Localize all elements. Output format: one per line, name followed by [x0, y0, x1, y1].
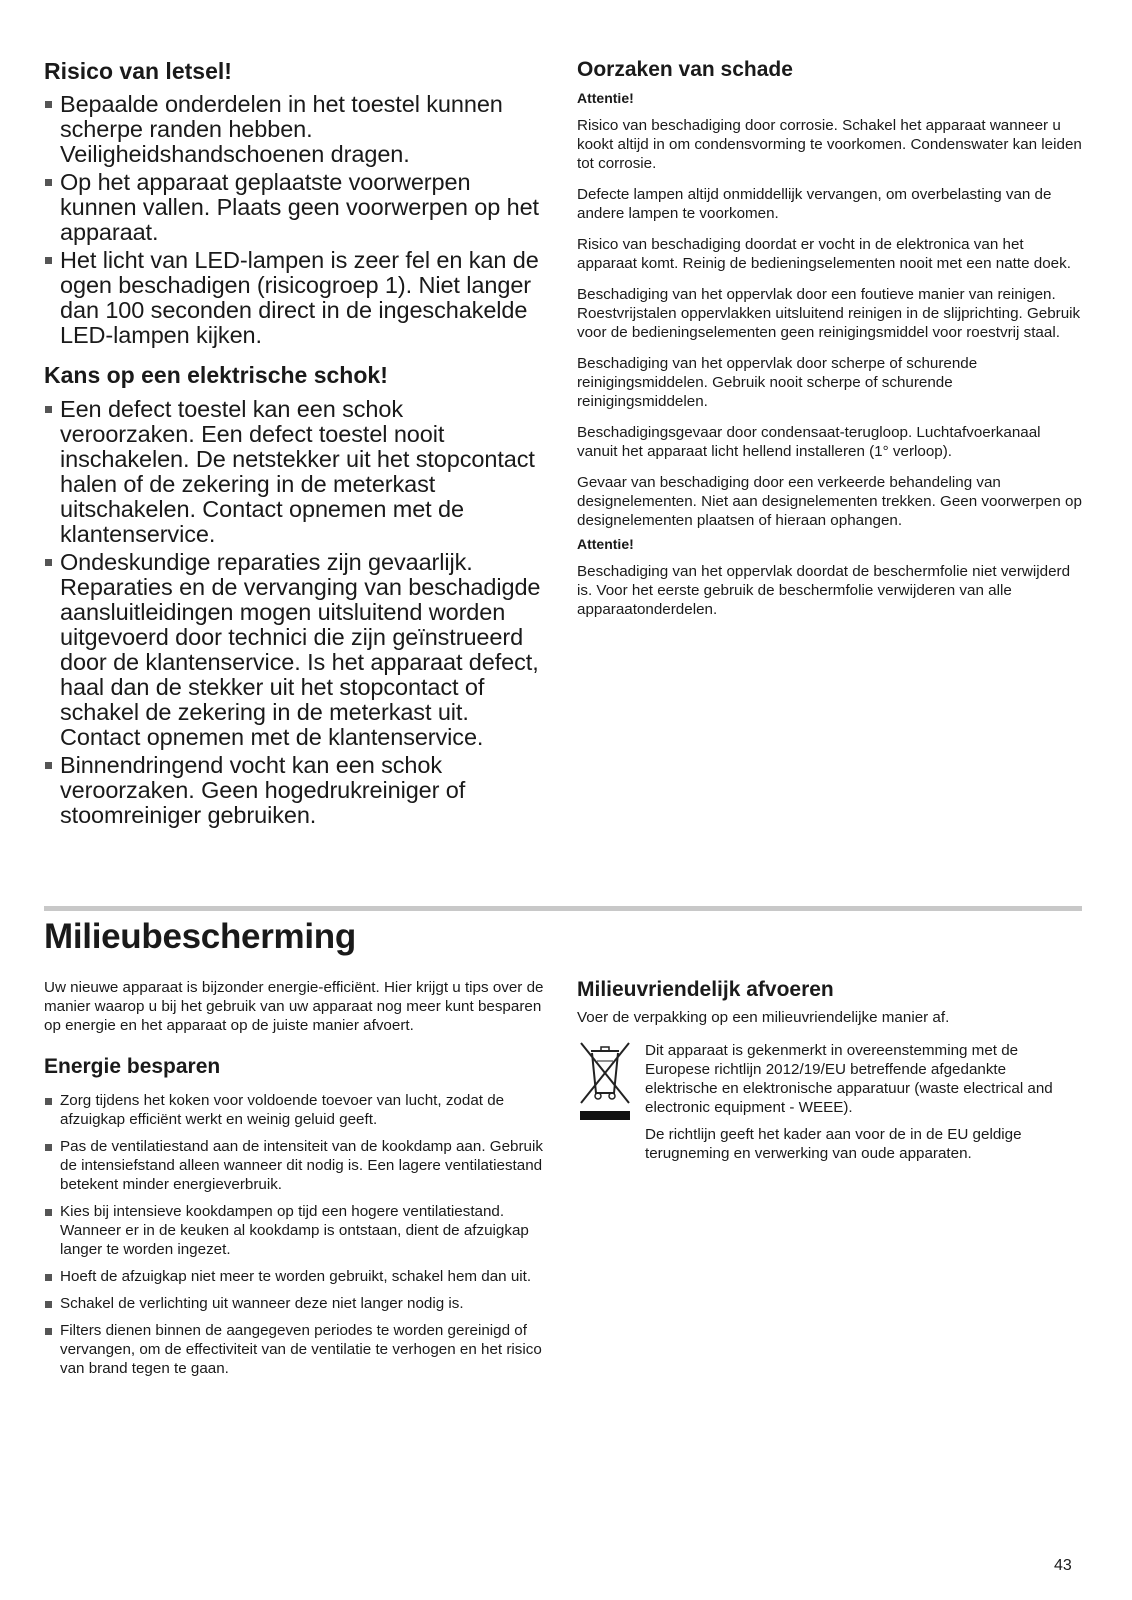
- list-item: Op het apparaat geplaatste voorwerpen kunnen vallen. Plaats geen voorwerpen op het apparaat.: [44, 170, 544, 245]
- damage-causes: [577, 58, 1082, 631]
- disposal-intro: Voer de verpakking op een milieuvriendelijke manier af.: [577, 1009, 950, 1027]
- environment-intro: Uw nieuwe apparaat is bijzonder energie-efficiënt. Hier krijgt u tips over de manier waarop u bij het gebruik van uw apparaat nog meer kunt besparen op energie en het apparaat op de juiste manier afvoert.: [44, 979, 544, 1034]
- injury-heading: Risico van letsel!: [44, 58, 232, 84]
- damage-paragraph: Risico van beschadiging door corrosie. Schakel het apparaat wanneer u kookt altijd in om condensvorming te voorkomen. Condenswater kan leiden tot corrosie.: [577, 117, 1082, 173]
- damage-paragraph: Risico van beschadiging doordat er vocht in de elektronica van het apparaat komt. Reinig de bedieningselementen nooit met een natte doek.: [577, 236, 1071, 273]
- weee-block: [577, 1041, 1082, 1171]
- shock-heading: Kans op een elektrische schok!: [44, 362, 388, 389]
- bullet-icon: [45, 1274, 52, 1281]
- list-item: Ondeskundige reparaties zijn gevaarlijk. Reparaties en de vervanging van beschadigde aansluitleidingen mogen uitsluitend worden uitgevoerd door technici die zijn geïnstrueerd door de klantenservice. Is het apparaat defect, haal dan de stekker uit het stopcontact of schakel de zekering in de meterkast uit. Contact opnemen met de klantenservice.: [44, 550, 544, 750]
- weee-paragraph: De richtlijn geeft het kader aan voor de in de EU geldige terugneming en verwerking van oude apparaten.: [645, 1126, 1022, 1163]
- weee-text: [645, 1041, 1082, 1171]
- damage-paragraph: Gevaar van beschadiging door een verkeerde behandeling van designelementen. Niet aan designelementen trekken. Geen voorwerpen op designelementen plaatsen of hieraan ophangen.: [577, 474, 1082, 530]
- damage-paragraph: Beschadigingsgevaar door condensaat-terugloop. Luchtafvoerkanaal vanuit het apparaat licht hellend installeren (1° verloop).: [577, 424, 1041, 461]
- list-item: Zorg tijdens het koken voor voldoende toevoer van lucht, zodat de afzuigkap efficiënt werkt en weinig geluid geeft.: [44, 1091, 544, 1129]
- bullet-icon: [45, 559, 52, 566]
- section-title: Milieubescherming: [44, 917, 356, 956]
- damage-heading: Oorzaken van schade: [577, 58, 793, 81]
- bullet-icon: [45, 1209, 52, 1216]
- energy-section: [44, 978, 544, 1386]
- safety-warnings: [44, 58, 544, 838]
- bullet-icon: [45, 101, 52, 108]
- crossed-out-wheelie-bin-icon: [577, 1041, 633, 1171]
- damage-paragraph: Defecte lampen altijd onmiddellijk vervangen, om overbelasting van de andere lampen te voorkomen.: [577, 186, 1052, 223]
- section-divider: [44, 906, 1082, 911]
- list-item: Filters dienen binnen de aangegeven periodes te worden gereinigd of vervangen, om de effectiviteit van de ventilatie te verhogen en het risico van brand tegen te gaan.: [44, 1321, 544, 1378]
- disposal-heading: Milieuvriendelijk afvoeren: [577, 978, 834, 1001]
- bullet-icon: [45, 1328, 52, 1335]
- injury-list: [44, 92, 544, 348]
- damage-paragraph: Beschadiging van het oppervlak door scherpe of schurende reinigingsmiddelen. Gebruik nooit scherpe of schurende reinigingsmiddelen.: [577, 355, 978, 411]
- damage-paragraph: Beschadiging van het oppervlak doordat de beschermfolie niet verwijderd is. Voor het eerste gebruik de beschermfolie verwijderen van alle apparaatonderdelen.: [577, 563, 1071, 619]
- list-item: Een defect toestel kan een schok veroorzaken. Een defect toestel nooit inschakelen. De netstekker uit het stopcontact halen of de zekering in de meterkast uitschakelen. Contact opnemen met de klantenservice.: [44, 397, 544, 547]
- damage-paragraph: Beschadiging van het oppervlak door een foutieve manier van reinigen. Roestvrijstalen oppervlakken uitsluitend reinigen in de slijprichting. Gebruik voor de bedieningselementen geen reinigingsmiddel voor roestvrij staal.: [577, 286, 1081, 342]
- bullet-icon: [45, 257, 52, 264]
- bullet-icon: [45, 1301, 52, 1308]
- list-item: Bepaalde onderdelen in het toestel kunnen scherpe randen hebben. Veiligheidshandschoenen dragen.: [44, 92, 544, 167]
- energy-list: [44, 1091, 544, 1378]
- list-item: Binnendringend vocht kan een schok veroorzaken. Geen hogedrukreiniger of stoomreiniger gebruiken.: [44, 753, 544, 828]
- bullet-icon: [45, 762, 52, 769]
- list-item: Het licht van LED-lampen is zeer fel en kan de ogen beschadigen (risicogroep 1). Niet langer dan 100 seconden direct in de ingeschakelde LED-lampen kijken.: [44, 248, 544, 348]
- attention-label: Attentie!: [577, 90, 634, 107]
- list-item: Pas de ventilatiestand aan de intensiteit van de kookdamp aan. Gebruik de intensiefstand alleen wanneer dit nodig is. Een lagere ventilatiestand betekent minder energieverbruik.: [44, 1137, 544, 1194]
- disposal-section: [577, 978, 1082, 1171]
- attention-label: Attentie!: [577, 536, 634, 553]
- list-item: Schakel de verlichting uit wanneer deze niet langer nodig is.: [44, 1294, 544, 1313]
- bullet-icon: [45, 179, 52, 186]
- bullet-icon: [45, 1098, 52, 1105]
- bullet-icon: [45, 1144, 52, 1151]
- shock-list: [44, 397, 544, 828]
- list-item: Kies bij intensieve kookdampen op tijd een hogere ventilatiestand. Wanneer er in de keuken al kookdamp is ontstaan, dient de afzuigkap langer te worden ingezet.: [44, 1202, 544, 1259]
- weee-paragraph: Dit apparaat is gekenmerkt in overeenstemming met de Europese richtlijn 2012/19/EU betreffende afgedankte elektrische en elektronische apparatuur (waste electrical and electronic equipment - WEEE).: [645, 1042, 1053, 1117]
- bullet-icon: [45, 406, 52, 413]
- energy-heading: Energie besparen: [44, 1055, 221, 1078]
- list-item: Hoeft de afzuigkap niet meer te worden gebruikt, schakel hem dan uit.: [44, 1267, 544, 1286]
- page-number: 43: [1054, 1557, 1072, 1574]
